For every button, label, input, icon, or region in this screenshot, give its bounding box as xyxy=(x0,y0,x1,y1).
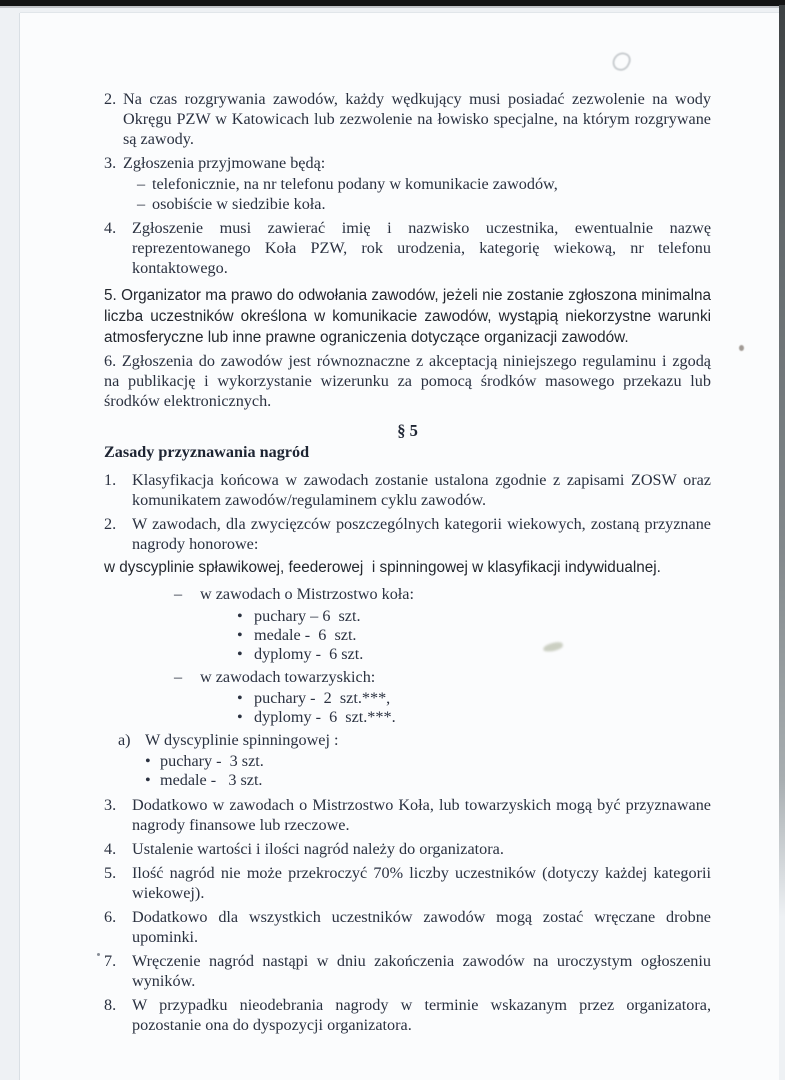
lettered-item xyxy=(118,730,711,751)
award-group-title-text: w zawodach towarzyskich: xyxy=(200,667,376,686)
bullet-text: puchary – 6 szt. xyxy=(254,606,361,625)
letter-marker: a) xyxy=(118,731,131,749)
item-number: 3. xyxy=(104,795,117,814)
paper-page xyxy=(20,13,779,1080)
sub-list xyxy=(137,174,711,214)
item-text xyxy=(123,153,711,214)
item-number: 8. xyxy=(104,995,117,1014)
bullet-text: medale - 3 szt. xyxy=(160,770,263,789)
list-item xyxy=(104,470,711,510)
award-group xyxy=(104,584,711,664)
dash-marker: – xyxy=(137,195,146,213)
list-item xyxy=(104,951,711,991)
bullet-text: puchary - 2 szt.***, xyxy=(254,689,391,707)
item-number: 2. xyxy=(104,90,117,108)
bullet-marker: • xyxy=(237,606,243,625)
item-number: 5. xyxy=(104,863,117,882)
scan-smudge-tiny xyxy=(97,953,100,956)
section-symbol: § 5 xyxy=(397,421,418,440)
item-title: Zgłoszenia przyjmowane będą: xyxy=(123,154,326,172)
bullet-marker: • xyxy=(237,708,243,726)
scanner-edge-right xyxy=(779,5,785,917)
item-text: Dodatkowo w zawodach o Mistrzostwo Koła, lub towarzyskich mogą być przyznawane nagrody finansowe lub rzeczowe. xyxy=(132,795,711,834)
award-group xyxy=(104,667,711,728)
bullet-text: dyplomy - 6 szt. xyxy=(254,644,364,663)
discipline-note: w dyscyplinie spławikowej, feederowej i spinningowej w klasyfikacji indywidualnej. xyxy=(104,559,661,576)
bullet-item xyxy=(237,708,711,727)
final-list xyxy=(104,795,711,1035)
item-number: 4. xyxy=(104,839,117,858)
sub-item xyxy=(137,174,711,194)
list-item xyxy=(104,514,711,554)
list-item xyxy=(104,153,711,214)
bullet-text: dyplomy - 6 szt.***. xyxy=(254,708,396,726)
bullet-text: puchary - 3 szt. xyxy=(160,751,264,770)
item-text: Zgłoszenie musi zawierać imię i nazwisko uczestnika, ewentualnie nazwę reprezentowanego Koła PZW, rok urodzenia, kategorię wiekową, nr telefonu kontaktowego. xyxy=(132,219,711,277)
bullet-text: medale - 6 szt. xyxy=(254,625,357,644)
dash-marker: – xyxy=(137,175,146,193)
bullet-item xyxy=(237,689,711,708)
award-group-title xyxy=(174,667,711,688)
list-item xyxy=(104,795,711,835)
list-item xyxy=(104,839,711,859)
item-text: Dodatkowo dla wszystkich uczestników zawodów mogą zostać wręczane drobne upominki. xyxy=(132,907,711,946)
paragraph-5: 5. Organizator ma prawo do odwołania zawodów, jeżeli nie zostanie zgłoszona minimalna liczba uczestników określona w komunikacie zawodów, wystąpią niekorzystne warunki atmosferyczne lub inne prawne ograniczenia dotyczące organizacji zawodów. xyxy=(104,287,711,346)
section-heading: Zasady przyznawania nagród xyxy=(104,443,310,461)
item-text: Ustalenie wartości i ilości nagród należy do organizatora. xyxy=(132,839,504,858)
list-item xyxy=(104,218,711,278)
bullet-list xyxy=(104,689,711,727)
sub-item-text: telefonicznie, na nr telefonu podany w komunikacie zawodów, xyxy=(152,175,558,193)
bullet-item xyxy=(237,607,711,626)
scan-smudge-dot xyxy=(739,345,744,351)
sub-item-text: osobiście w siedzibie koła. xyxy=(152,195,326,213)
sub-item xyxy=(137,194,711,214)
bullet-marker: • xyxy=(145,770,151,789)
bullet-marker: • xyxy=(237,625,243,644)
bullet-item xyxy=(145,771,711,790)
bullet-item xyxy=(237,626,711,645)
award-group-title xyxy=(174,584,711,605)
lettered-item-text: W dyscyplinie spinningowej : xyxy=(145,731,339,749)
item-number: 6. xyxy=(104,907,117,926)
list-item xyxy=(104,863,711,903)
item-number: 1. xyxy=(104,471,117,489)
scanner-edge-top-shadow xyxy=(0,6,785,8)
item-text: Na czas rozgrywania zawodów, każdy wędkujący musi posiadać zezwolenie na wody Okręgu PZW w Katowicach lub zezwolenie na łowisko specjalne, na którym rozgrywane są zawody. xyxy=(123,90,711,148)
award-group-title-text: w zawodach o Mistrzostwo koła: xyxy=(200,585,414,603)
bullet-list xyxy=(104,752,711,790)
bullet-list xyxy=(104,607,711,664)
item-number: 3. xyxy=(104,154,117,172)
page-content xyxy=(20,13,779,1080)
item-number: 7. xyxy=(104,951,117,970)
item-text: Wręczenie nagród nastąpi w dniu zakończenia zawodów na uroczystym ogłoszeniu wyników. xyxy=(132,951,711,990)
dash-marker: – xyxy=(174,585,183,603)
item-text: Ilość nagród nie może przekroczyć 70% liczby uczestników (dotyczy każdej kategorii wiekowej). xyxy=(132,863,711,902)
dash-marker: – xyxy=(174,667,183,686)
list-item xyxy=(104,89,711,149)
list-item xyxy=(104,995,711,1035)
bullet-marker: • xyxy=(237,644,243,663)
paragraph-6: 6. Zgłoszenia do zawodów jest równoznaczne z akceptacją niniejszego regulaminu i zgodą na publikację i wykorzystanie wizerunku za pomocą środków masowego przekazu lub środków elektronicznych. xyxy=(104,352,711,410)
bullet-item xyxy=(145,752,711,771)
bullet-item xyxy=(237,645,711,664)
bullet-marker: • xyxy=(145,751,151,770)
item-text: W zawodach, dla zwycięzców poszczególnych kategorii wiekowych, zostaną przyznane nagrody honorowe: xyxy=(132,515,711,553)
bullet-marker: • xyxy=(237,689,243,707)
item-text: Klasyfikacja końcowa w zawodach zostanie ustalona zgodnie z zapisami ZOSW oraz komunikatem zawodów/regulaminem cyklu zawodów. xyxy=(132,471,711,509)
item-number: 4. xyxy=(104,219,117,237)
item-number: 2. xyxy=(104,515,117,533)
list-item xyxy=(104,907,711,947)
item-text: W przypadku nieodebrania nagrody w terminie wskazanym przez organizatora, pozostanie ona do dyspozycji organizatora. xyxy=(132,995,711,1034)
